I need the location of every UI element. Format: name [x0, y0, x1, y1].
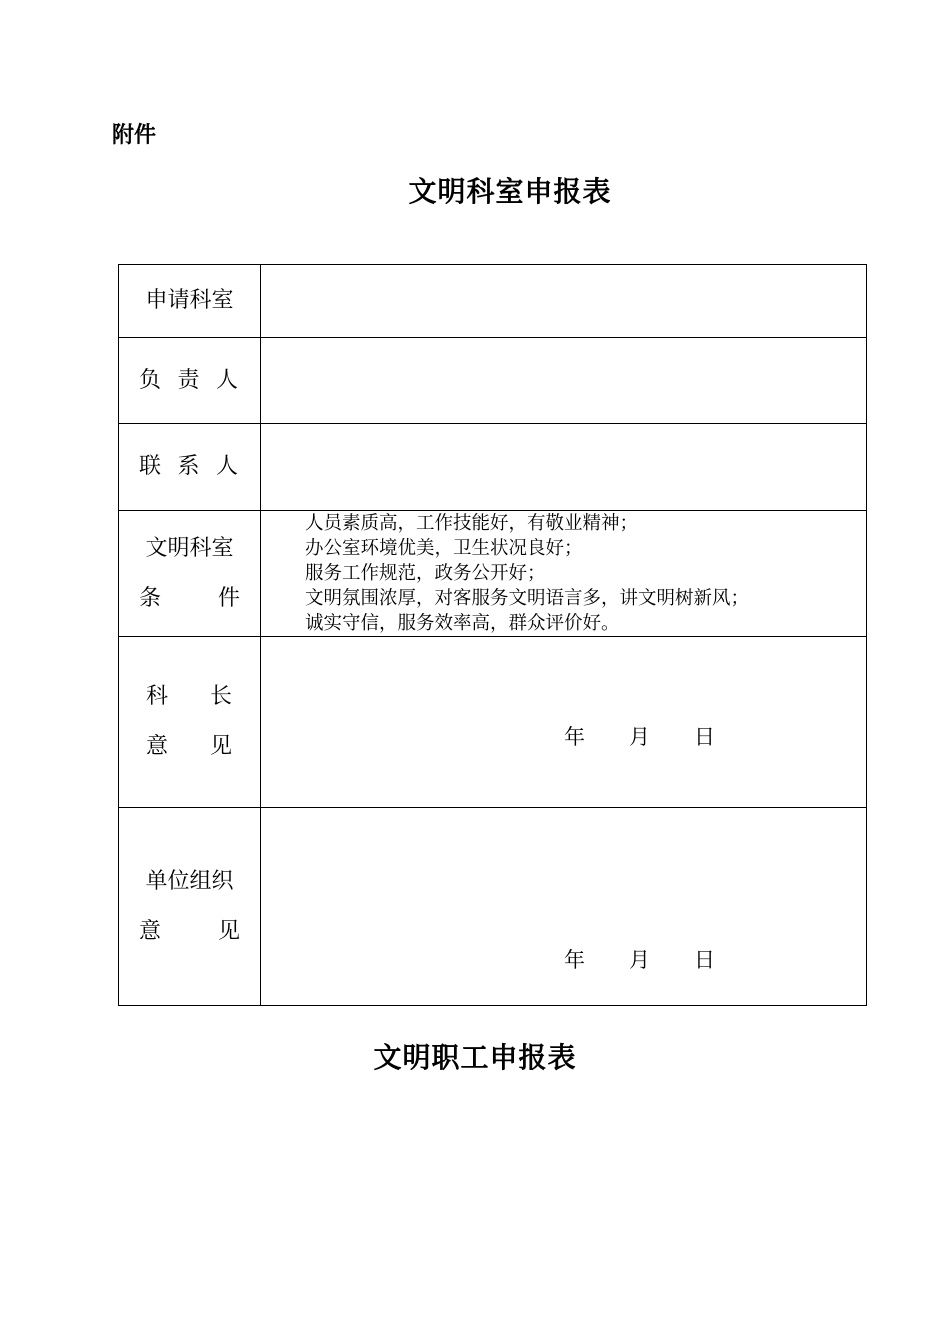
contact-label: 联 系 人: [119, 424, 261, 511]
application-form-table: [118, 264, 867, 1006]
condition-item: 人员素质高，工作技能好，有敬业精神；: [305, 513, 639, 534]
second-form-title: 文明职工申报表: [373, 1041, 577, 1074]
leader-input[interactable]: [261, 338, 867, 424]
contact-input[interactable]: [261, 424, 867, 511]
unit-opinion-label: 单位组织 意 见: [119, 808, 261, 1006]
row-chief-opinion: [119, 637, 867, 808]
unit-opinion-input[interactable]: [261, 808, 867, 1006]
condition-item: 服务工作规范，政务公开好；: [305, 563, 546, 584]
chief-opinion-input[interactable]: [261, 637, 867, 808]
condition-item: 文明氛围浓厚，对客服务文明语言多，讲文明树新风；: [305, 588, 750, 609]
dept-label: 申请科室: [119, 265, 261, 338]
chief-opinion-label: 科 长 意 见: [119, 637, 261, 808]
row-contact: [119, 424, 867, 511]
unit-opinion-date: 年 月 日: [564, 948, 715, 972]
condition-item: 诚实守信，服务效率高，群众评价好。: [305, 613, 620, 634]
row-unit-opinion: [119, 808, 867, 1006]
conditions-label: 文明科室 条 件: [119, 511, 261, 637]
row-leader: [119, 338, 867, 424]
chief-opinion-date: 年 月 日: [564, 725, 715, 749]
row-conditions: [119, 511, 867, 637]
conditions-list: [261, 511, 867, 637]
dept-input[interactable]: [261, 265, 867, 338]
row-dept: [119, 265, 867, 338]
attachment-label: 附件: [112, 123, 157, 148]
leader-label: 负 责 人: [119, 338, 261, 424]
form-title: 文明科室申报表: [408, 175, 612, 208]
condition-item: 办公室环境优美，卫生状况良好；: [305, 538, 583, 559]
